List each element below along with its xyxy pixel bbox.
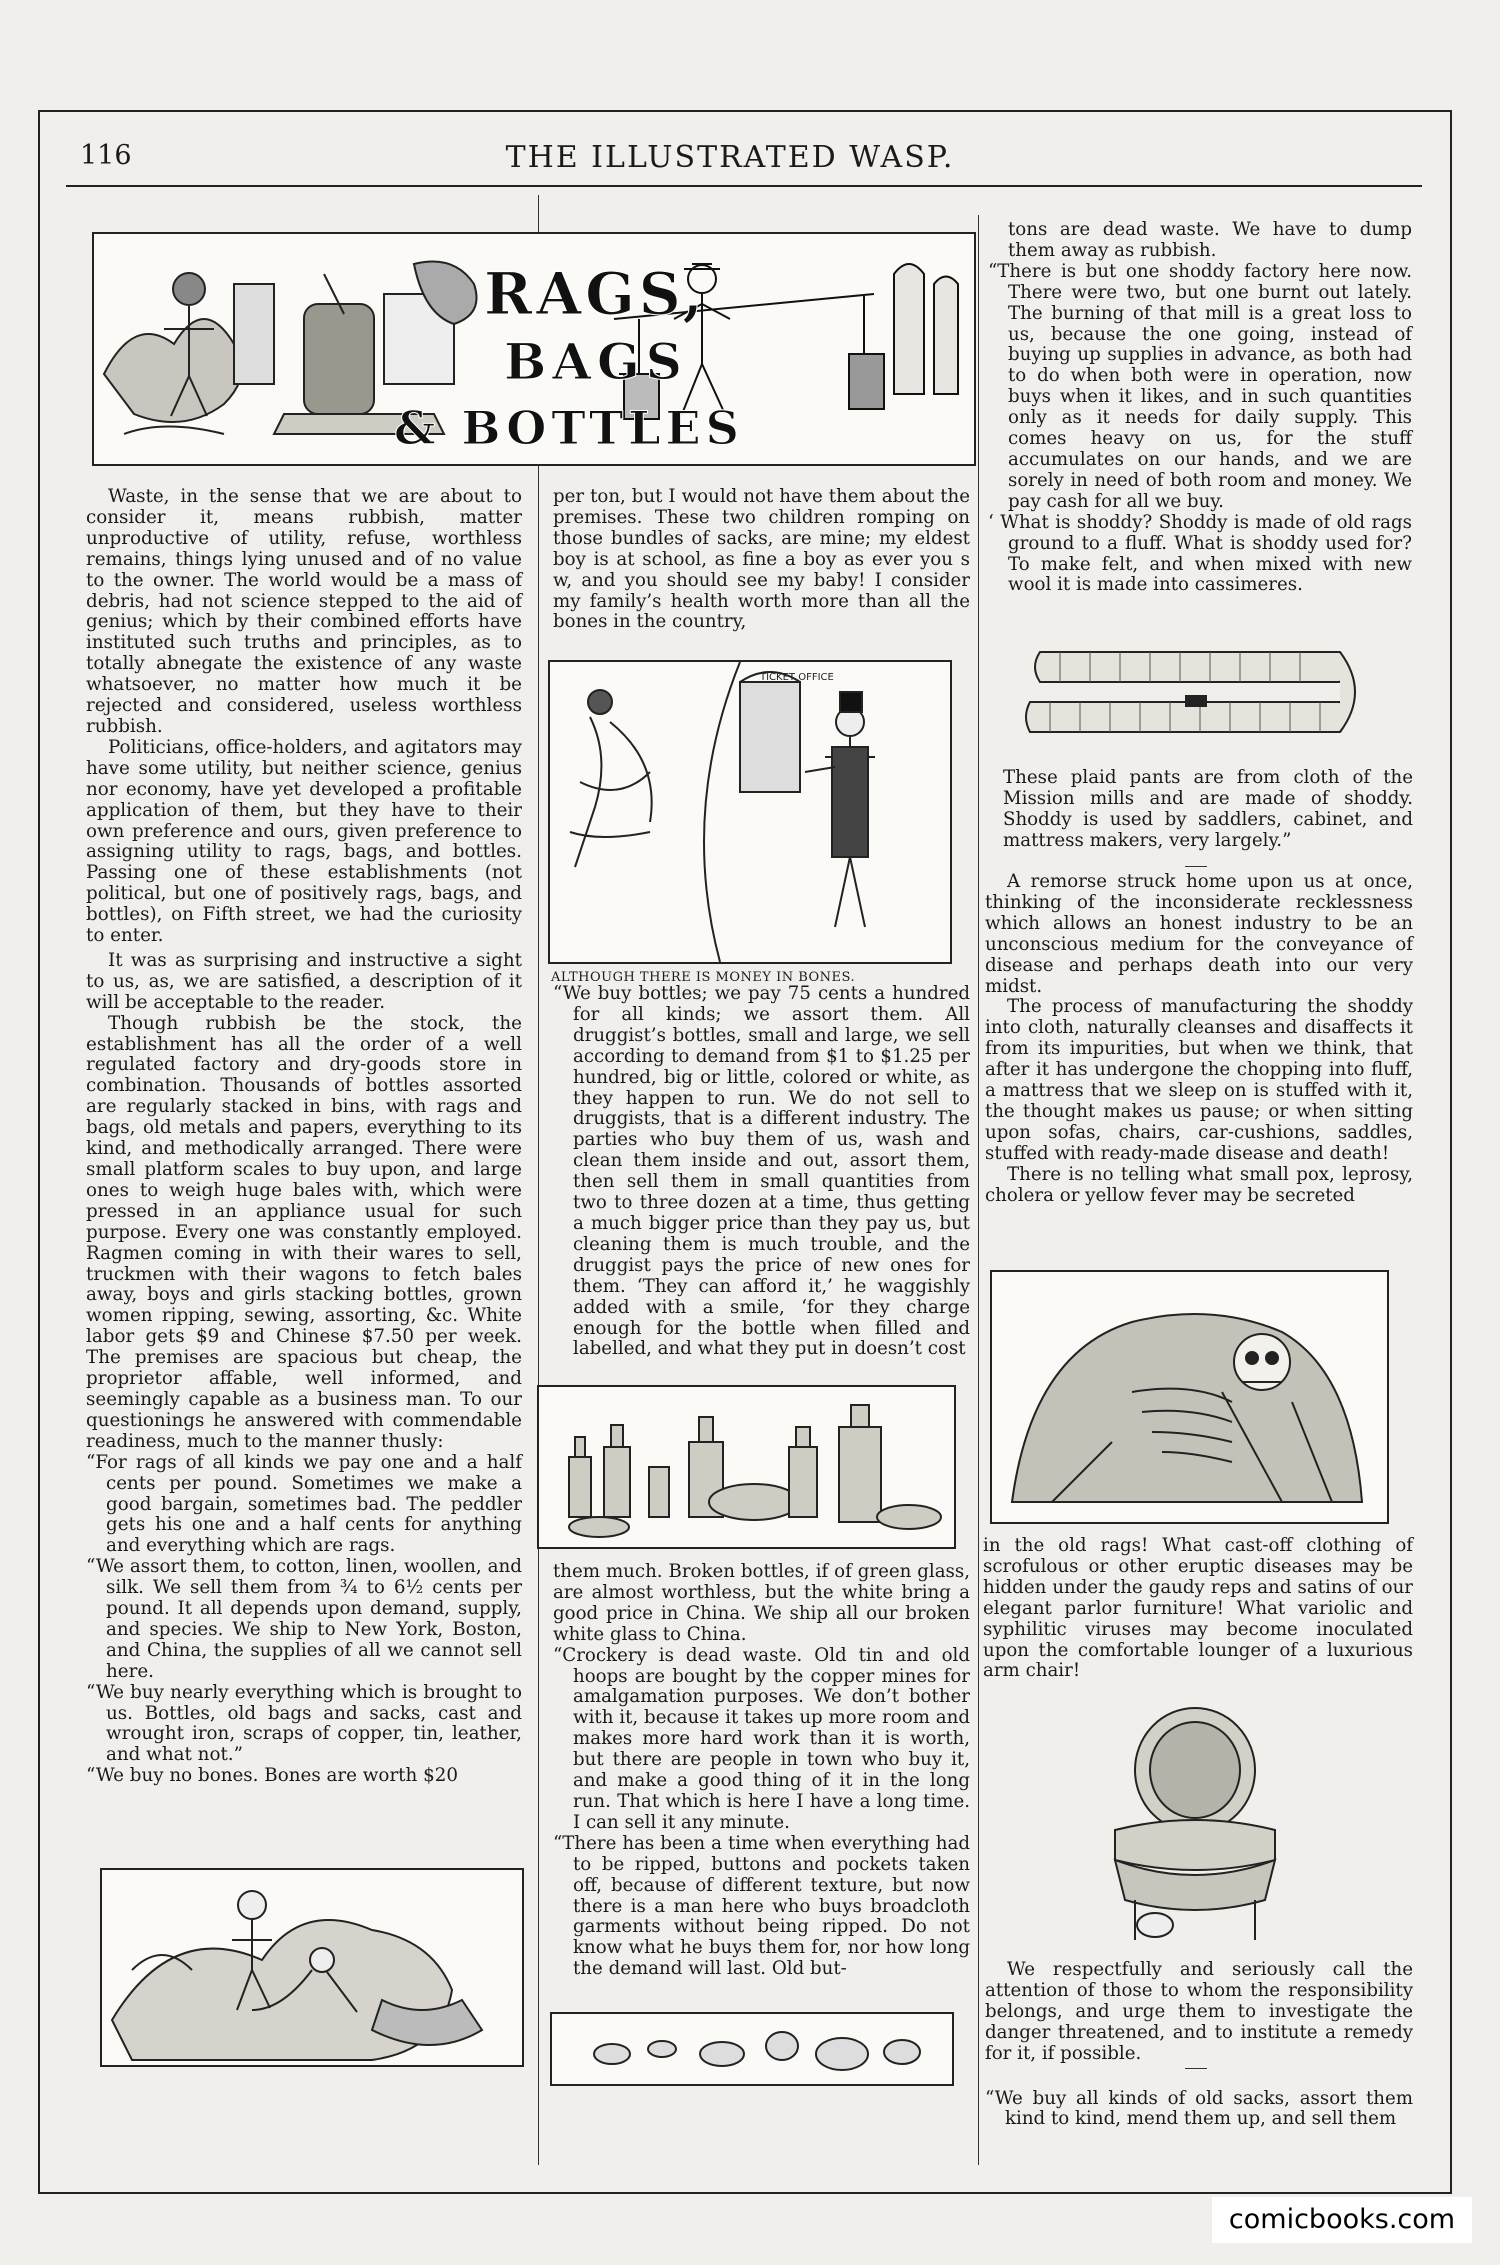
paragraph: These plaid pants are from cloth of the Mission mills and are made of shoddy. Shoddy is used by saddlers, cabinet, and mattress makers, very largely.” xyxy=(1003,767,1413,851)
paragraph: “We buy bottles; we pay 75 cents a hundred for all kinds; we assort them. All druggist’s bottles, small and large, we sell according to demand from $1 to $1.25 per hundred, big or little, colored or white, as they happen to run. We do not sell to druggists, that is a different industry. The parties who buy them of us, wash and clean them inside and out, assort them, then sell them in small quantities from two to three dozen at a time, thus getting a much bigger price than they pay us, but cleaning them is much trouble, and the druggist pays the price of new ones for them. ‘They can afford it,’ he waggishly added with a smile, ‘for they charge enough for the bottle when filled and labelled, and what they put in doesn’t cost xyxy=(553,983,970,1360)
paragraph: them much. Broken bottles, if of green glass, are almost worthless, but the white bring a good price in China. We ship all our broken white glass to China. xyxy=(553,1561,970,1645)
skeleton-in-rags-illustration xyxy=(990,1270,1389,1524)
bones-drawing xyxy=(550,662,950,962)
paragraph: We respectfully and seriously call the attention of those to whom the responsibility belongs, and urge them to investigate the danger threatened, and to institute a remedy for it, if possible. xyxy=(985,1959,1413,2064)
armchair-illustration xyxy=(1095,1700,1295,1950)
paragraph: Though rubbish be the stock, the establishment has all the order of a well regulated factory and dry-goods store in combination. Thousands of bottles assorted are regularly stacked in bins, with rags and bags, old metals and papers, everything to its kind, and methodically arranged. There were small platform scales to buy upon, and large ones to weigh huge bales with, which were pressed in an appliance usual for such purpose. Every one was constantly employed. Ragmen coming in with their wares to sell, truckmen with their wagons to fetch bales away, boys and girls stacking bottles, grown women ripping, sewing, assorting, &c. White labor gets $9 and Chinese $7.50 per week. The premises are spacious but cheap, the proprietor affable, well informed, and seemingly capable as a business man. To our questionings he answered with commendable readiness, much to the manner thusly: xyxy=(86,1012,522,1452)
plaid-pants-drawing xyxy=(1020,632,1380,752)
column3-after-skeleton-text xyxy=(983,1536,1413,1682)
paragraph: Waste, in the sense that we are about to consider it, means rubbish, matter unproductive of utility, refuse, worthless remains, things lying unused and of no value to the owner. The world would be a mass of debris, had not science stepped to the aid of genius; which by their combined efforts have instituted such truths and principles, as to totally abnegate the existence of any waste whatsoever, no matter how much it be rejected and considered, useless worthless rubbish. xyxy=(86,486,522,737)
paragraph: There is no telling what small pox, leprosy, cholera or yellow fever may be secreted xyxy=(985,1163,1413,1206)
paragraph: Politicians, office-holders, and agitators may have some utility, but neither science, genius nor economy, have yet developed a profitable application of them, but they have to their own preference and ours, given preference to assigning utility to rags, bags, and bottles. Passing one of these establishments (not political, but one of positively rags, bags, and bottles), on Fifth street, we had the curiosity to enter. xyxy=(86,736,522,947)
column3-bottom-text xyxy=(985,1960,1413,2130)
banner-title-line-2: BAGS xyxy=(504,332,688,391)
column2-middle-text xyxy=(553,984,970,1360)
paragraph: tons are dead waste. We have to dump them away as rubbish. xyxy=(1008,219,1412,261)
money-in-bones-illustration xyxy=(548,660,952,964)
crockery-illustration xyxy=(550,2012,954,2086)
children-drawing xyxy=(102,1870,522,2065)
paragraph: per ton, but I would not have them about the premises. These two children romping on those bundles of sacks, are mine; my eldest boy is at school, as fine a boy as ever you s w, and you should see my baby! I consider my family’s health worth more than all the bones in the country, xyxy=(553,486,970,633)
paragraph: “We assort them, to cotton, linen, woollen, and silk. We sell them from ¾ to 6½ cents per pound. It all depends upon demand, supply, and species. We ship to New York, Boston, and China, the supplies of all we cannot sell here. xyxy=(86,1556,522,1682)
paragraph: “There is but one shoddy factory here now. There were two, but one burnt out lately. The burning of that mill is a great loss to us, because the one going, instead of buying up supplies in advance, as both had to do when both were in operation, now buys when it likes, and in such quantities only as it needs for daily supply. This comes heavy on us, for the stuff accumulates on our hands, and we are sorely in need of both room and money. We pay cash for all we buy. xyxy=(988,260,1412,512)
paragraph: “There has been a time when everything had to be ripped, buttons and pockets taken off, because of different texture, but now there is a man here who buys broadcloth garments without being ripped. Do not know what he buys them for, nor how long the demand will last. Old but- xyxy=(553,1832,970,1980)
banner-title-line-1: RAGS, xyxy=(484,260,707,328)
column3-pants-text xyxy=(1003,768,1413,852)
armchair-drawing xyxy=(1095,1700,1295,1950)
ticket-office-sign: TICKET OFFICE xyxy=(760,672,834,683)
paragraph: The process of manufacturing the shoddy into cloth, naturally cleanses and disaffects it from its impurities, but when we think, that after it has undergone the chopping into fluff, a mattress that we sleep on is stuffed with it, the thought makes us pause; or when sitting upon sofas, chairs, car-cushions, saddles, stuffed with ready-made disease and death! xyxy=(985,996,1413,1164)
children-on-sacks-illustration xyxy=(100,1868,524,2067)
paragraph: “Crockery is dead waste. Old tin and old hoops are bought by the copper mines for amalgamation purposes. We don’t bother with it, because it takes up more room and makes more hard work than it is worth, but there are people in town who buy it, and make a good thing of it in the long run. That which is here I have a long time. I can sell it any minute. xyxy=(553,1644,970,1833)
paragraph: A remorse struck home upon us at once, thinking of the inconsiderate recklessness which allows an honest industry to be an unconscious medium for the conveyance of disease and perhaps death into our very midst. xyxy=(985,871,1413,997)
crockery-drawing xyxy=(552,2014,952,2084)
rags-bags-bottles-banner xyxy=(92,232,976,466)
header-rule xyxy=(66,185,1422,187)
paragraph: “For rags of all kinds we pay one and a half cents per pound. Sometimes we make a good bargain, sometimes bad. The peddler gets his one and a half cents for anything and everything which are rags. xyxy=(86,1451,522,1557)
section-rule xyxy=(1185,2068,1207,2069)
bottles-illustration xyxy=(537,1385,956,1549)
paragraph: “We buy no bones. Bones are worth $20 xyxy=(86,1765,459,1787)
bottles-drawing xyxy=(539,1387,954,1547)
bones-caption: ALTHOUGH THERE IS MONEY IN BONES. xyxy=(551,970,856,985)
masthead-title: THE ILLUSTRATED WASP. xyxy=(505,140,955,175)
banner-title-line-3: & BOTTLES xyxy=(394,401,744,455)
column-divider-left xyxy=(538,195,539,2165)
column2-top-text xyxy=(553,487,970,633)
paragraph: It was as surprising and instructive a sight to us, as, we are satisfied, a description of it will be acceptable to the reader. xyxy=(86,949,522,1013)
page-number: 116 xyxy=(80,140,132,171)
paragraph: ‘ What is shoddy? Shoddy is made of old rags ground to a fluff. What is shoddy used for? To make felt, and when mixed with new wool it is made into cassimeres. xyxy=(988,511,1412,596)
paragraph: in the old rags! What cast-off clothing of scrofulous or other eruptic diseases may be hidden under the gaudy reps and satins of our elegant parlor furniture! What variolic and syphilitic viruses may become inoculated upon the comfortable lounger of a luxurious arm chair! xyxy=(983,1535,1413,1682)
column3-top-text xyxy=(988,220,1412,596)
column1-text xyxy=(86,487,522,1787)
banner-illustration xyxy=(94,234,974,464)
section-rule xyxy=(1185,866,1207,867)
paragraph: “We buy all kinds of old sacks, assort them kind to kind, mend them up, and sell them xyxy=(985,2087,1413,2130)
column3-middle-text xyxy=(985,872,1413,1207)
column2-lower-text xyxy=(553,1562,970,1980)
skeleton-drawing xyxy=(992,1272,1387,1522)
page-header xyxy=(40,140,1420,180)
plaid-pants-illustration xyxy=(1020,632,1380,752)
comicbooks-watermark[interactable]: comicbooks.com xyxy=(1212,2197,1472,2243)
column-divider-right xyxy=(978,215,979,2165)
paragraph: “We buy nearly everything which is brought to us. Bottles, old bags and sacks, cast and wrought iron, scraps of copper, tin, leather, and what not.” xyxy=(86,1681,522,1766)
